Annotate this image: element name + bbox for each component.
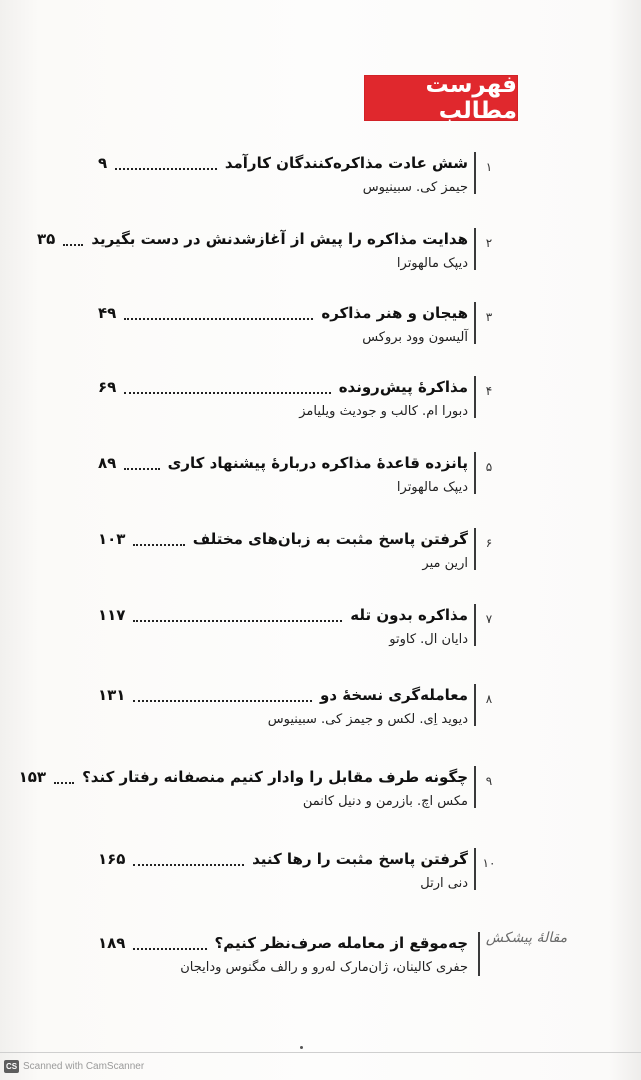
toc-entry[interactable]	[0, 302, 641, 372]
chapter-title: گرفتن پاسخ مثبت به زبان‌های مختلف	[192, 530, 468, 548]
chapter-number: ۲	[485, 236, 493, 250]
chapter-author: دیپک مالهوترا	[396, 256, 468, 271]
vertical-divider	[474, 302, 476, 344]
chapter-title: معامله‌گری نسخهٔ دو	[320, 686, 468, 704]
scanner-text: Scanned with CamScanner	[23, 1061, 145, 1072]
page-mark	[300, 1046, 303, 1049]
page-number: ۱۱۷	[98, 606, 126, 624]
page-number: ۱۶۵	[98, 850, 126, 868]
vertical-divider	[478, 932, 480, 976]
chapter-title: چه‌موقع از معامله صرف‌نظر کنیم؟	[214, 934, 468, 952]
toc-entry[interactable]	[0, 228, 641, 298]
toc-title-row	[37, 228, 468, 250]
dot-leader	[54, 778, 74, 784]
chapter-number: ۶	[485, 536, 493, 550]
toc-entry[interactable]	[0, 376, 641, 446]
dot-leader	[133, 860, 244, 866]
chapter-title: پانزده قاعدهٔ مذاکره دربارهٔ پیشنهاد کاری	[167, 454, 468, 472]
chapter-author: جیمز کی. سبینیوس	[362, 180, 468, 195]
chapter-number: ۱	[485, 160, 493, 174]
toc-title-row	[98, 302, 468, 324]
chapter-author: جفری کالینان، ژان‌مارک له‌رو و رالف مگنوس ودایجان	[180, 960, 468, 975]
page-title-text: فهرست مطالب	[425, 72, 517, 124]
chapter-author: دنی ارتل	[420, 876, 468, 891]
vertical-divider	[474, 152, 476, 194]
page-number: ۸۹	[98, 454, 117, 472]
page-number: ۱۳۱	[98, 686, 126, 704]
toc-title-row	[98, 528, 468, 550]
chapter-title: شش عادت مذاکره‌کنندگان کارآمد	[224, 154, 468, 172]
page-number: ۳۵	[37, 230, 56, 248]
toc-title-row	[98, 376, 468, 398]
page-title	[365, 72, 517, 124]
toc-entry[interactable]	[0, 684, 641, 754]
vertical-divider	[474, 228, 476, 270]
chapter-number: ۵	[485, 460, 493, 474]
vertical-divider	[474, 528, 476, 570]
chapter-author: ارین میر	[422, 556, 468, 571]
toc-title-row	[98, 152, 468, 174]
page-number: ۱۵۳	[18, 768, 47, 786]
chapter-author: مکس اچ. بازرمن و دنیل کانمن	[302, 794, 468, 809]
chapter-author: آلیسون وود بروکس	[362, 330, 468, 345]
chapter-author: دایان ال. کاوتو	[389, 632, 468, 647]
chapter-title: چگونه طرف مقابل را وادار کنیم منصفانه رفتار کند؟	[82, 768, 468, 786]
chapter-number: ۷	[485, 612, 493, 626]
vertical-divider	[474, 376, 476, 418]
dot-leader	[124, 464, 159, 470]
vertical-divider	[474, 684, 476, 726]
chapter-title: گرفتن پاسخ مثبت را رها کنید	[252, 850, 468, 868]
toc-entry[interactable]	[0, 152, 641, 222]
scanner-watermark	[4, 1060, 144, 1073]
chapter-number: ۴	[485, 384, 493, 398]
dot-leader	[63, 240, 83, 246]
page-number: ۹	[98, 154, 108, 172]
dot-leader	[133, 696, 312, 702]
dot-leader	[133, 616, 342, 622]
toc-title-row	[98, 452, 468, 474]
chapter-number: ۸	[485, 692, 493, 706]
toc-entry[interactable]	[0, 604, 641, 674]
chapter-title: مذاکرهٔ پیش‌رونده	[338, 378, 468, 396]
toc-entry[interactable]	[0, 452, 641, 522]
page-number: ۱۰۳	[98, 530, 126, 548]
chapter-number: ۹	[485, 774, 493, 788]
camscanner-icon: CS	[5, 1062, 18, 1071]
chapter-author: دیپک مالهوترا	[396, 480, 468, 495]
vertical-divider	[474, 848, 476, 890]
page-number: ۱۸۹	[98, 934, 126, 952]
dot-leader	[124, 314, 313, 320]
vertical-divider	[474, 766, 476, 808]
toc-title-row	[98, 604, 468, 626]
toc-title-row	[98, 848, 468, 870]
dot-leader	[124, 388, 330, 394]
chapter-author: دیوید اِی. لکس و جیمز کی. سبینیوس	[267, 712, 468, 727]
page-number: ۴۹	[98, 304, 117, 322]
page-number: ۶۹	[98, 378, 117, 396]
vertical-divider	[474, 452, 476, 494]
vertical-divider	[474, 604, 476, 646]
chapter-number: ۱۰	[482, 856, 496, 870]
toc-title-row	[98, 932, 468, 954]
toc-entry[interactable]	[0, 848, 641, 918]
chapter-title: هدایت مذاکره را پیش از آغازشدنش در دست بگیرید	[91, 230, 468, 248]
toc-title-row	[18, 766, 468, 788]
chapter-title: هیجان و هنر مذاکره	[321, 304, 468, 322]
toc-entry[interactable]	[0, 766, 641, 836]
bonus-article-label: مقالهٔ پیشکش	[485, 930, 568, 946]
dot-leader	[115, 164, 217, 170]
toc-entry[interactable]	[0, 528, 641, 598]
page-bottom-edge	[0, 1052, 641, 1053]
toc-title-row	[98, 684, 468, 706]
dot-leader	[133, 944, 206, 950]
chapter-title: مذاکره بدون تله	[350, 606, 468, 624]
chapter-number: ۳	[485, 310, 493, 324]
chapter-author: دبورا ام. کالب و جودیث ویلیامز	[299, 404, 468, 419]
dot-leader	[133, 540, 184, 546]
